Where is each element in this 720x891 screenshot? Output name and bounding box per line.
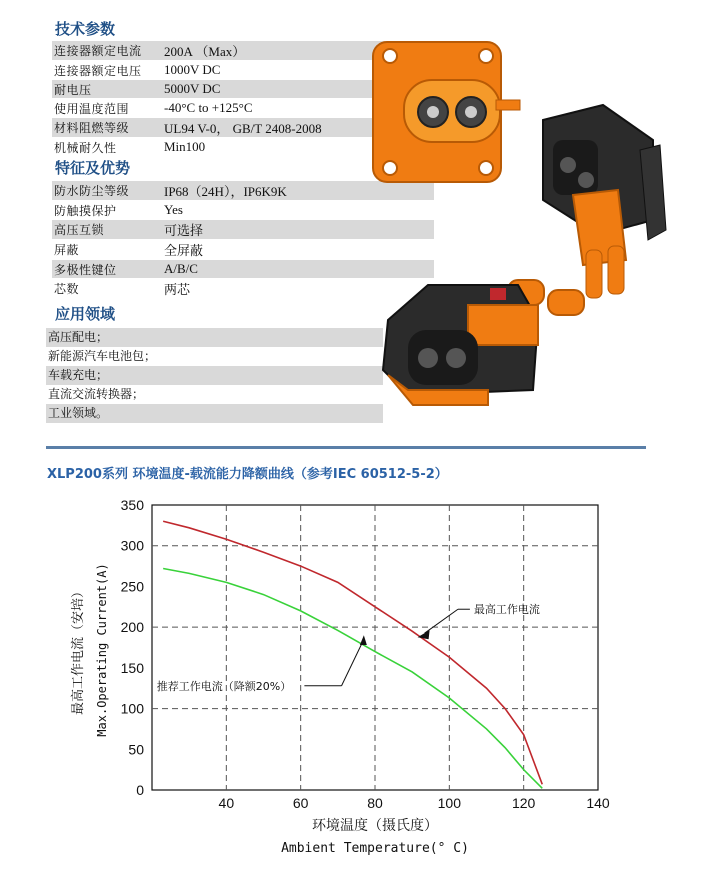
x-tick-label: 140 — [586, 795, 610, 811]
features-value: IP68（24H），IP6K9K — [162, 181, 434, 201]
series-line-max-current — [163, 521, 542, 784]
x-tick-label: 120 — [511, 795, 536, 811]
specs-value: -40°C to +125°C — [162, 99, 434, 118]
annotation-arrow — [418, 630, 430, 639]
x-tick-label: 40 — [218, 795, 235, 811]
chart-ylabel-en: Max.Operating Current(A) — [95, 563, 109, 737]
annotation-max-current: 最高工作电流 — [473, 603, 540, 617]
connector-product-image — [368, 30, 680, 430]
chart-xlabel: 环境温度（摄氏度） — [312, 818, 438, 834]
y-tick-label: 150 — [120, 659, 144, 676]
y-tick-label: 100 — [120, 700, 144, 717]
applications-title: 应用领域 — [55, 305, 116, 323]
y-tick-label: 250 — [120, 578, 144, 595]
features-value: 可选择 — [162, 220, 434, 240]
application-item: 工业领域。 — [46, 404, 383, 423]
bottom-plug-drawing — [383, 280, 584, 405]
specs-value: 5000V DC — [162, 80, 434, 99]
specs-value: 200A （Max） — [162, 41, 434, 61]
specs-key: 材料阻燃等级 — [52, 118, 162, 138]
y-tick-label: 50 — [128, 741, 144, 758]
specs-title: 技术参数 — [55, 20, 116, 38]
specs-key: 连接器额定电压 — [52, 61, 162, 80]
y-tick-label: 350 — [120, 497, 144, 513]
features-value: A/B/C — [162, 260, 434, 279]
application-item: 车载充电； — [46, 366, 383, 385]
x-tick-label: 80 — [367, 795, 383, 811]
annotation-arrow — [360, 635, 367, 645]
specs-key: 连接器额定电流 — [52, 41, 162, 61]
features-title: 特征及优势 — [55, 159, 131, 177]
features-key: 芯数 — [52, 279, 162, 299]
specs-value: Min100 — [162, 138, 434, 157]
application-item: 新能源汽车电池包； — [48, 349, 157, 363]
y-tick-label: 0 — [136, 782, 144, 798]
features-key: 防触摸保护 — [52, 201, 162, 220]
features-key: 屏蔽 — [52, 240, 162, 260]
features-value: 全屏蔽 — [162, 240, 434, 260]
application-item: 高压配电； — [46, 328, 383, 347]
chart-ylabel: 最高工作电流（安培） — [71, 584, 86, 716]
y-tick-label: 200 — [120, 619, 144, 636]
x-tick-label: 60 — [292, 795, 309, 811]
panel-connector-drawing — [373, 42, 520, 182]
specs-key: 耐电压 — [52, 80, 162, 99]
features-value: 两芯 — [162, 279, 434, 299]
specs-key: 机械耐久性 — [52, 138, 162, 157]
features-value: Yes — [162, 201, 434, 220]
annotation-leader — [342, 639, 364, 685]
derating-chart — [0, 485, 720, 891]
right-plug-drawing — [543, 105, 666, 298]
features-key: 多极性键位 — [52, 260, 162, 279]
applications-list — [46, 328, 383, 423]
section-divider — [46, 446, 646, 449]
specs-value: UL94 V-0， GB/T 2408-2008 — [162, 118, 434, 138]
specs-key: 使用温度范围 — [52, 99, 162, 118]
series-line-recommended-current — [163, 569, 542, 789]
x-tick-label: 100 — [437, 795, 462, 811]
chart-xlabel-en: Ambient Temperature(° C) — [281, 841, 469, 856]
application-item: 直流交流转换器； — [48, 387, 145, 401]
annotation-recommended-current: 推荐工作电流（降额20%） — [156, 679, 292, 693]
chart-title: XLP200系列 环境温度-载流能力降额曲线（参考IEC 60512-5-2） — [47, 467, 448, 482]
y-tick-label: 300 — [120, 537, 144, 554]
specs-value: 1000V DC — [162, 61, 434, 80]
features-key: 防水防尘等级 — [52, 181, 162, 201]
annotation-leader — [425, 609, 458, 633]
features-key: 高压互锁 — [52, 220, 162, 240]
